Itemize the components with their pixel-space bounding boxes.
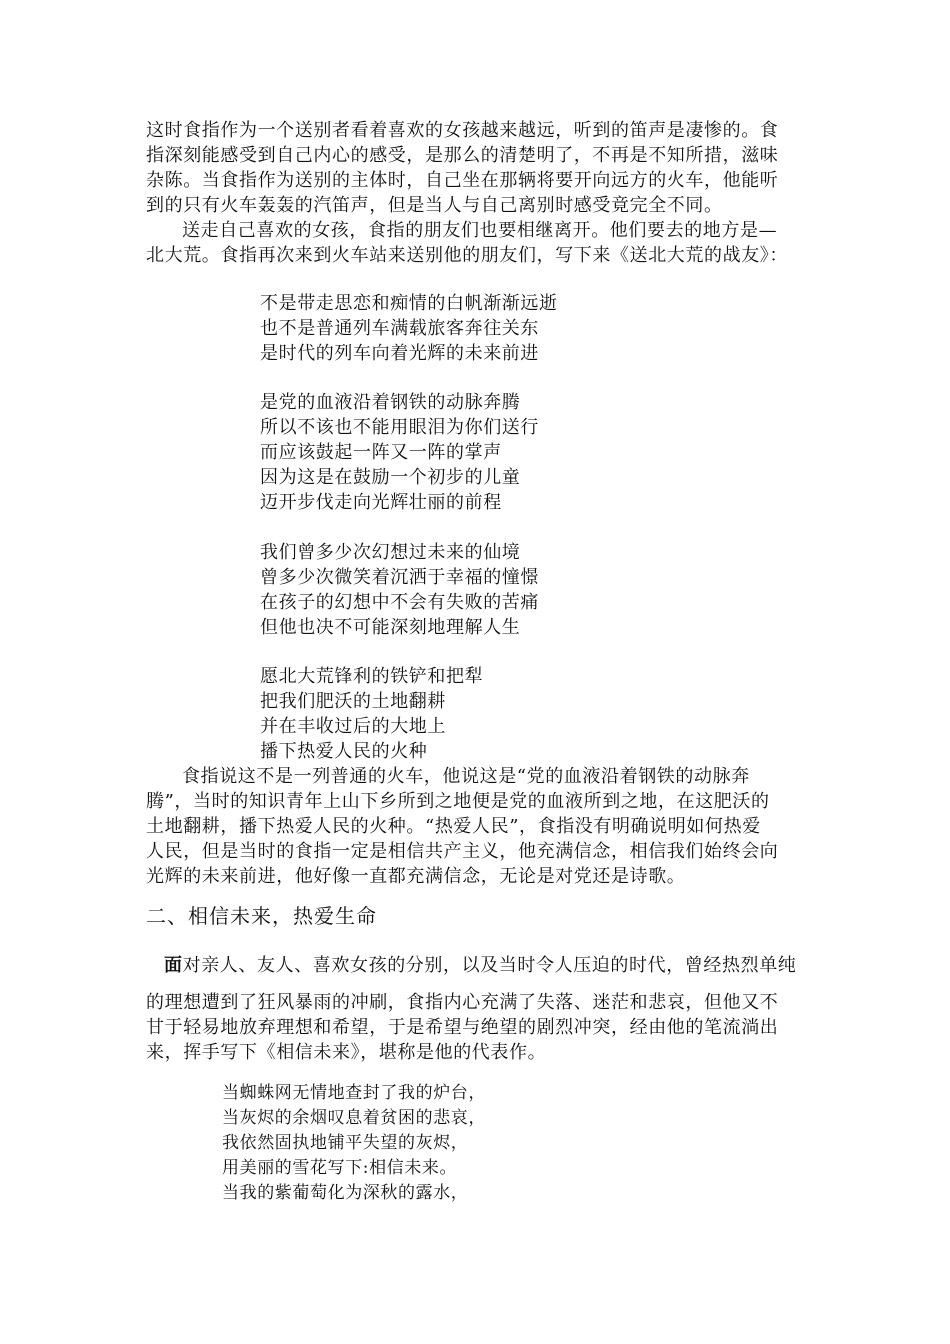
text-line: 土地翻耕，播下热爱人民的火种。“热爱人民”，食指没有明确说明如何热爱 (146, 816, 761, 837)
poem-line: 是党的血液沿着钢铁的动脉奔腾 (260, 392, 521, 413)
text-line-rest: 对亲人、友人、喜欢女孩的分别，以及当时令人压迫的时代，曾经热烈单纯 (182, 955, 797, 976)
poem-line: 我们曾多少次幻想过未来的仙境 (260, 542, 521, 563)
text-line: 食指说这不是一列普通的火车，他说这是“党的血液沿着钢铁的动脉奔 (182, 766, 750, 787)
poem-line: 所以不该也不能用眼泪为你们送行 (260, 417, 539, 438)
poem-2 (222, 1081, 486, 1206)
poem-stanza-4 (260, 664, 483, 764)
text-line: 指深刻能感受到自己内心的感受，是那么的清楚明了，不再是不知所措，滋味 (146, 145, 779, 166)
poem-line: 是时代的列车向着光辉的未来前进 (260, 343, 539, 364)
poem-stanza-1 (260, 291, 558, 366)
poem-line: 因为这是在鼓励一个初步的儿童 (260, 467, 521, 488)
text-line (146, 953, 810, 978)
poem-line: 在孩子的幻想中不会有失败的苦痛 (260, 592, 539, 613)
text-line: 到的只有火车轰轰的汽笛声，但是当人与自己离别时感受竟完全不同。 (146, 195, 723, 216)
poem-line: 播下热爱人民的火种 (260, 741, 428, 762)
poem-line: 把我们肥沃的土地翻耕 (260, 691, 446, 712)
poem-line: 曾多少次微笑着沉洒于幸福的憧憬 (260, 567, 539, 588)
poem-line: 当我的紫葡萄化为深秋的露水， (222, 1183, 469, 1203)
text-line: 来，挥手写下《相信未来》，堪称是他的代表作。 (146, 1042, 547, 1063)
lead-character: 面 (164, 955, 183, 976)
poem-line: 迈开步伐走向光辉壮丽的前程 (260, 492, 502, 513)
paragraph-4 (146, 953, 810, 978)
poem-line: 但他也决不可能深刻地理解人生 (260, 617, 521, 638)
paragraph-3 (146, 764, 810, 889)
text-line: 人民，但是当时的食指一定是相信共产主义，他充满信念，相信我们始终会向 (146, 841, 779, 862)
poem-line: 并在丰收过后的大地上 (260, 716, 446, 737)
poem-line: 愿北大荒锋利的铁铲和把犁 (260, 666, 484, 687)
text-line: 杂陈。当食指作为送别的主体时，自己坐在那辆将要开向远方的火车，他能听 (146, 170, 779, 191)
paragraph-2 (146, 218, 810, 268)
poem-line: 不是带走思恋和痴情的白帆渐渐远逝 (260, 293, 558, 314)
text-line: 腾”，当时的知识青年上山下乡所到之地便是党的血液所到之地，在这肥沃的 (146, 791, 770, 812)
poem-stanza-2 (260, 390, 539, 515)
text-line: 这时食指作为一个送别者看着喜欢的女孩越来越远，听到的笛声是凄惨的。食 (146, 120, 779, 141)
section-heading: 二、相信未来，热爱生命 (146, 904, 377, 928)
poem-line: 用美丽的雪花写下:相信未来。 (222, 1158, 458, 1178)
poem-line: 当蜘蛛网无情地查封了我的炉台， (222, 1083, 486, 1103)
paragraph-4-continued (146, 990, 810, 1065)
poem-line: 而应该鼓起一阵又一阵的掌声 (260, 442, 502, 463)
text-line: 送走自己喜欢的女孩，食指的朋友们也要相继离开。他们要去的地方是— (182, 220, 778, 241)
paragraph-1 (146, 118, 810, 218)
text-line: 甘于轻易地放弃理想和希望，于是希望与绝望的剧烈冲突，经由他的笔流淌出 (146, 1017, 779, 1038)
poem-stanza-3 (260, 540, 539, 640)
text-line: 光辉的未来前进，他好像一直都充满信念，无论是对党还是诗歌。 (146, 866, 686, 887)
poem-line: 也不是普通列车满载旅客奔往关东 (260, 318, 539, 339)
text-line: 北大荒。食指再次来到火车站来送别他的朋友们，写下来《送北大荒的战友》： (146, 245, 788, 266)
poem-line: 当灰烬的余烟叹息着贫困的悲哀， (222, 1108, 486, 1128)
poem-line: 我依然固执地铺平失望的灰烬， (222, 1133, 469, 1153)
text-line: 的理想遭到了狂风暴雨的冲刷，食指内心充满了失落、迷茫和悲哀，但他又不 (146, 992, 779, 1013)
